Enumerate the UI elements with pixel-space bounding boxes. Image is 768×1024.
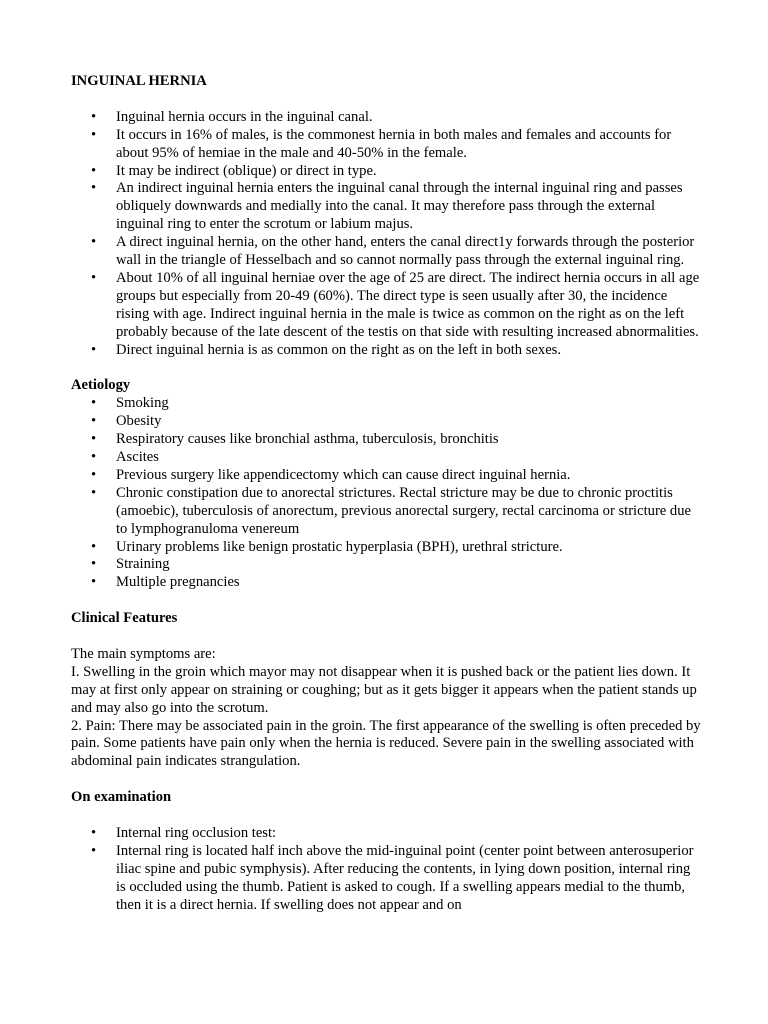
bullet-icon: • (91, 180, 97, 197)
document-title: INGUINAL HERNIA (71, 73, 207, 89)
bullet-icon: • (91, 824, 97, 841)
bullet-icon: • (91, 234, 97, 251)
list-item: • A direct inguinal hernia, on the other hand, enters the canal direct1y forwards through the posterior wall in the triangle of Hesselbach and so cannot normally pass through the external inguinal ring. (91, 234, 695, 269)
list-item: • Smoking (91, 395, 169, 412)
aetiology-list (71, 395, 701, 592)
list-item: • An indirect inguinal hernia enters the inguinal canal through the internal inguinal ring and passes obliquely downwards and medially into the canal. It may therefore pass through the external inguinal ring to enter the scrotum or labium majus. (91, 180, 683, 233)
examination-heading: On examination (71, 789, 172, 806)
bullet-icon: • (91, 538, 97, 555)
list-item: • About 10% of all inguinal herniae over the age of 25 are direct. The indirect hernia occurs in all age groups but especially from 20-49 (60%). The direct type is seen usually after 30, the incidence rising with age. Indirect inguinal hernia in the male is twice as common on the right as on the left probably because of the late descent of the testis on that side with resulting increased abnormalities. (91, 269, 700, 340)
aetiology-heading: Aetiology (71, 377, 131, 394)
list-item: • Inguinal hernia occurs in the inguinal canal. (91, 108, 373, 125)
clinical-lead: The main symptoms are: (71, 645, 216, 662)
bullet-icon: • (91, 556, 97, 573)
bullet-icon: • (91, 466, 97, 483)
list-item: • Previous surgery like appendicectomy which can cause direct inguinal hernia. (91, 466, 571, 483)
examination-list (71, 825, 701, 915)
list-item: • Chronic constipation due to anorectal strictures. Rectal stricture may be due to chronic proctitis (amoebic), tuberculosis of anorectum, previous anorectal surgery, rectal carcinoma or stricture due to lymphogranuloma venereum (91, 484, 691, 537)
list-item: • It occurs in 16% of males, is the commonest hernia in both males and females and accounts for about 95% of hemiae in the male and 40-50% in the female. (91, 126, 672, 161)
list-item: • Respiratory causes like bronchial asthma, tuberculosis, bronchitis (91, 431, 499, 448)
bullet-icon: • (91, 162, 97, 179)
bullet-icon: • (91, 449, 97, 465)
clinical-point-swelling: I. Swelling in the groin which mayor may not disappear when it is pushed back or the patient lies down. It may at first only appear on straining or coughing; but as it gets bigger it appears when the patient stands up and may also go into the scrotum. (71, 663, 697, 716)
bullet-icon: • (91, 341, 97, 358)
intro-list (71, 109, 701, 360)
bullet-icon: • (91, 126, 97, 143)
clinical-point-pain: 2. Pain: There may be associated pain in the groin. The first appearance of the swelling is often preceded by pain. Some patients have pain only when the hernia is reduced. Severe pain in the swelling associated with abdominal pain indicates strangulation. (71, 717, 701, 770)
list-item: • Internal ring is located half inch above the mid-inguinal point (center point between anterosuperior iliac spine and pubic symphysis). After reducing the contents, in lying down position, internal ring is occluded using the thumb. Patient is asked to cough. If a swelling appears medial to the thumb, then it is a direct hernia. If swelling does not appear and on (91, 842, 694, 913)
list-item: • Internal ring occlusion test: (91, 824, 277, 841)
bullet-icon: • (91, 842, 97, 859)
list-item: • Obesity (91, 413, 162, 430)
bullet-icon: • (91, 395, 97, 412)
bullet-icon: • (91, 413, 97, 430)
bullet-icon: • (91, 431, 97, 448)
list-item: • Ascites (91, 449, 159, 465)
list-item: • Multiple pregnancies (91, 574, 240, 591)
document-body (71, 73, 701, 915)
list-item: • Urinary problems like benign prostatic hyperplasia (BPH), urethral stricture. (91, 538, 563, 555)
clinical-features-heading: Clinical Features (71, 610, 178, 627)
list-item: • Straining (91, 556, 170, 573)
bullet-icon: • (91, 269, 97, 286)
bullet-icon: • (91, 574, 97, 591)
list-item: • It may be indirect (oblique) or direct in type. (91, 162, 377, 179)
bullet-icon: • (91, 108, 97, 125)
bullet-icon: • (91, 484, 97, 501)
list-item: • Direct inguinal hernia is as common on the right as on the left in both sexes. (91, 341, 562, 358)
